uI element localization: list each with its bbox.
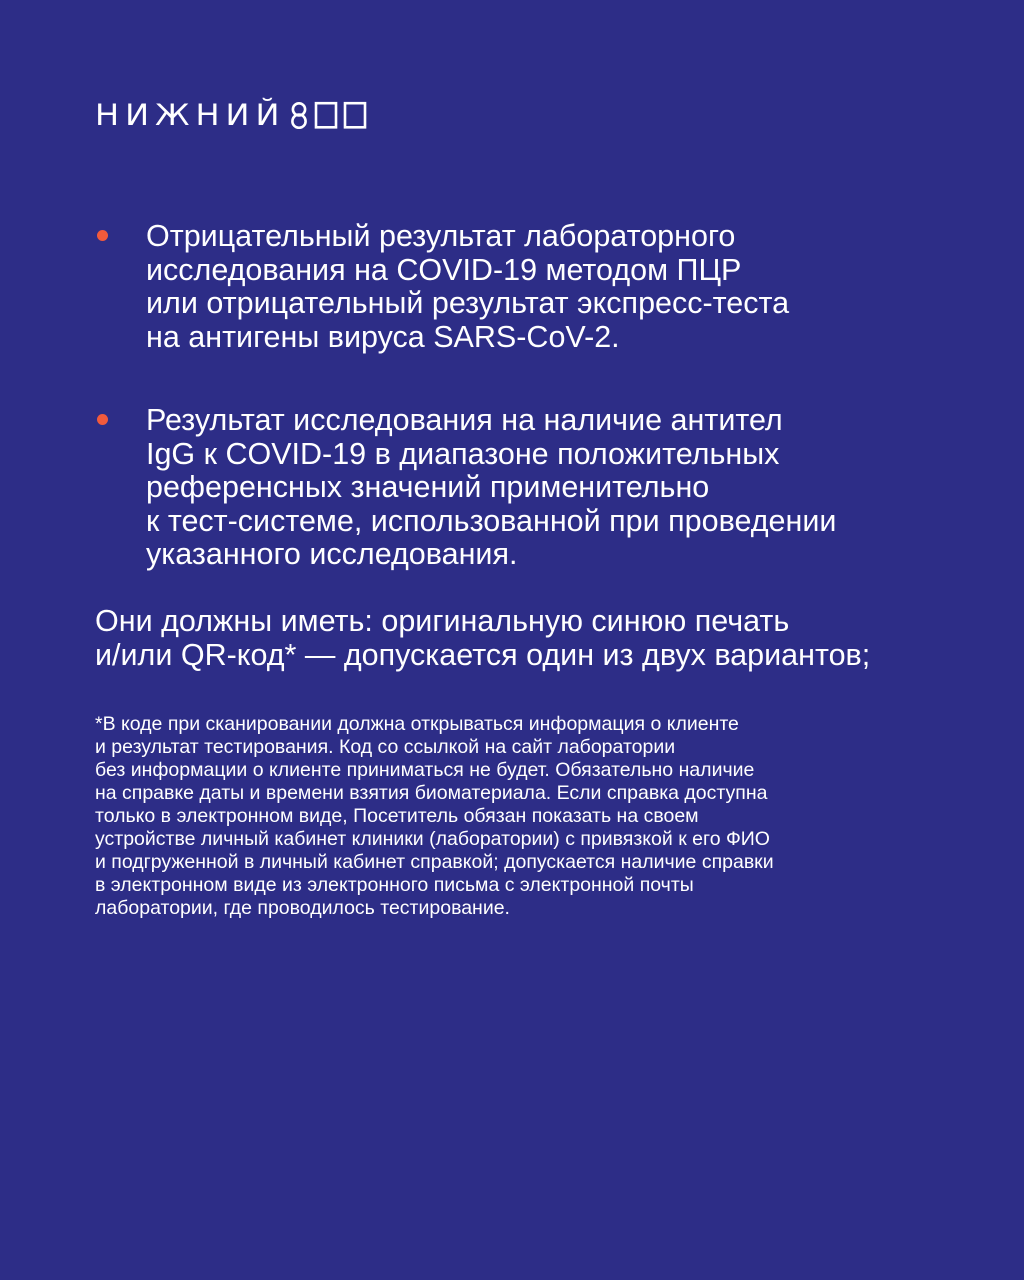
footnote-line: и результат тестирования. Код со ссылкой на сайт лаборатории <box>95 736 676 758</box>
list-item <box>95 220 995 354</box>
logo-number-800 <box>287 101 369 129</box>
note-line: и/или QR-код* — допускается один из двух вариантов; <box>95 637 871 672</box>
list-item-line: Результат исследования на наличие антител <box>146 403 783 437</box>
requirements-list <box>95 220 995 572</box>
list-item-line: Отрицательный результат лабораторного <box>146 219 736 253</box>
document-requirement-note <box>95 605 870 672</box>
note-line: Они должны иметь: оригинальную синюю печать <box>95 604 790 638</box>
footnote-line: устройстве личный кабинет клиники (лаборатории) с привязкой к его ФИО <box>95 828 770 850</box>
list-item-line: исследования на COVID-19 методом ПЦР <box>146 252 742 287</box>
list-item-line: референсных значений применительно <box>146 470 710 504</box>
bullet-dot-icon <box>97 414 108 425</box>
logo-wordmark: НИЖНИЙ <box>95 97 286 133</box>
footnote-line: в электронном виде из электронного письма с электронной почты <box>95 874 694 896</box>
footnote <box>95 713 774 920</box>
footnote-line: *В коде при сканировании должна открываться информация о клиенте <box>95 713 739 735</box>
list-item-line: к тест-системе, использованной при проведении <box>146 503 837 538</box>
list-item-line: указанного исследования. <box>146 537 518 571</box>
footnote-line: на справке даты и времени взятия биоматериала. Если справка доступна <box>95 782 768 804</box>
brand-logo <box>95 98 369 132</box>
footnote-line: без информации о клиенте приниматься не будет. Обязательно наличие <box>95 759 755 781</box>
list-item-line: на антигены вируса SARS-CoV-2. <box>146 319 620 354</box>
list-item <box>95 404 995 572</box>
footnote-line: и подгруженной в личный кабинет справкой; допускается наличие справки <box>95 851 774 873</box>
bullet-dot-icon <box>97 230 108 241</box>
footnote-line: только в электронном виде, Посетитель обязан показать на своем <box>95 805 699 827</box>
footnote-line: лаборатории, где проводилось тестирование. <box>95 897 510 919</box>
list-item-line: IgG к COVID-19 в диапазоне положительных <box>146 436 780 471</box>
list-item-line: или отрицательный результат экспресс-теста <box>146 286 790 320</box>
